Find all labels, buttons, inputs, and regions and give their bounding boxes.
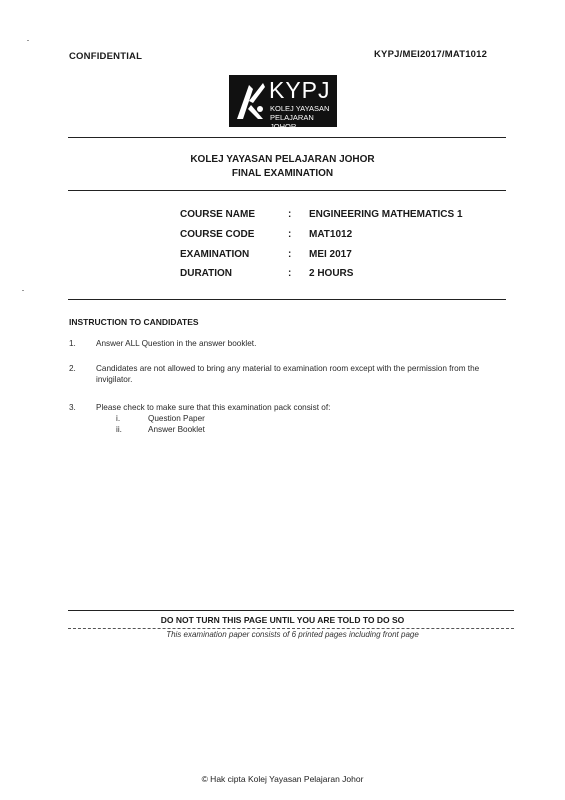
- kypj-logo: [229, 75, 337, 131]
- subitem-2-text: Answer Booklet: [148, 425, 205, 434]
- instruction-3-text: Please check to make sure that this examination pack consist of:: [96, 403, 331, 412]
- do-not-turn-warning: DO NOT TURN THIS PAGE UNTIL YOU ARE TOLD TO DO SO: [160, 615, 405, 625]
- examination-label: EXAMINATION: [180, 249, 250, 260]
- examination-sep: :: [288, 249, 292, 260]
- copyright-notice: © Hak cipta Kolej Yayasan Pelajaran Johor: [201, 774, 364, 784]
- title-rule: [68, 190, 506, 191]
- duration-label: DURATION: [180, 268, 233, 279]
- course-name-value: ENGINEERING MATHEMATICS 1: [309, 209, 463, 220]
- subitem-1-number: i.: [116, 414, 121, 423]
- logo-subtitle-line2: PELAJARAN JOHOR: [270, 113, 314, 131]
- instructions-heading: INSTRUCTION TO CANDIDATES: [69, 317, 199, 327]
- exam-title: FINAL EXAMINATION: [231, 168, 334, 179]
- page-count-note: This examination paper consists of 6 printed pages including front page: [166, 630, 419, 639]
- duration-sep: :: [288, 268, 292, 279]
- logo-subtitle-line1: KOLEJ YAYASAN: [270, 104, 330, 113]
- instruction-3-number: 3.: [69, 403, 76, 412]
- course-name-label: COURSE NAME: [180, 209, 256, 220]
- top-rule: [68, 137, 506, 138]
- kypj-logo-mark-icon: [233, 79, 267, 123]
- instruction-1-number: 1.: [69, 339, 76, 348]
- examination-value: MEI 2017: [309, 249, 352, 260]
- college-title: KOLEJ YAYASAN PELAJARAN JOHOR: [190, 154, 375, 165]
- subitem-1-text: Question Paper: [148, 414, 205, 423]
- course-code-sep: :: [288, 229, 292, 240]
- document-code: KYPJ/MEI2017/MAT1012: [374, 49, 488, 60]
- instruction-2-number: 2.: [69, 364, 76, 373]
- course-code-value: MAT1012: [309, 229, 353, 240]
- subitem-2-number: ii.: [116, 425, 122, 434]
- instruction-1-text: Answer ALL Question in the answer booklet.: [96, 339, 257, 348]
- instruction-2-text-line1: Candidates are not allowed to bring any material to examination room except with the permission from the: [96, 364, 480, 373]
- scan-speck: [22, 290, 24, 291]
- duration-value: 2 HOURS: [309, 268, 354, 279]
- scan-speck: [27, 40, 29, 41]
- course-name-sep: :: [288, 209, 292, 220]
- logo-wordmark: KYPJ: [269, 77, 331, 103]
- footer-dashed-rule: [68, 628, 514, 629]
- confidential-label: CONFIDENTIAL: [69, 51, 143, 62]
- instruction-2-text-line2: invigilator.: [96, 375, 133, 384]
- course-code-label: COURSE CODE: [180, 229, 255, 240]
- footer-top-rule: [68, 610, 514, 611]
- info-rule: [68, 299, 506, 300]
